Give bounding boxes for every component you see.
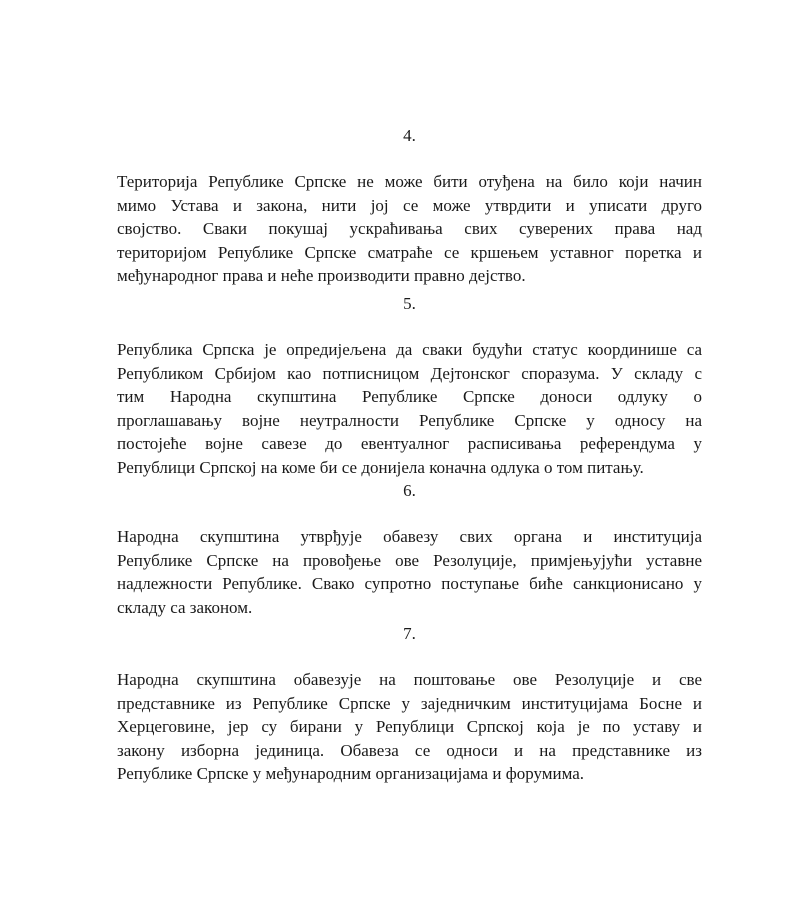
article-number: 5.: [403, 294, 416, 313]
paragraph-line: мимо Устава и закона, нити јој се може утврдити и уписати друго: [117, 195, 702, 215]
article-paragraph: [117, 338, 702, 479]
paragraph-line: складу са законом.: [117, 597, 253, 617]
article-paragraph: [117, 668, 702, 786]
article-paragraph: [117, 170, 702, 288]
article-4: [117, 125, 702, 288]
paragraph-line: Република Српска је опредијељена да сваки будући статус координише са: [117, 340, 702, 359]
paragraph-line: Републике Српске на провођење ове Резолуције, примјењујући уставне: [117, 550, 702, 570]
paragraph-line: Републиком Србијом као потписницом Дејтонског споразума. У складу с: [117, 363, 702, 383]
paragraph-line: Територија Републике Српске не може бити отуђена на било који начин: [117, 172, 702, 191]
paragraph-line: постојеће војне савезе до евентуалног расписивања референдума у: [117, 434, 702, 453]
article-5: [117, 293, 702, 479]
paragraph-line: Херцеговине, јер су бирани у Републици Српској која је по уставу и: [117, 717, 702, 736]
article-number: 6.: [403, 481, 416, 500]
article-6: [117, 480, 702, 619]
article-paragraph: [117, 525, 702, 619]
paragraph-line: проглашавању војне неутралности Републике Српске у односу на: [117, 410, 702, 430]
paragraph-line: својство. Сваки покушај ускраћивања свих суверених права над: [117, 219, 702, 238]
paragraph-line: надлежности Републике. Свако супротно поступање биће санкционисано у: [117, 574, 702, 593]
article-number: 4.: [403, 126, 416, 145]
paragraph-line: међународног права и неће производити правно дејство.: [117, 266, 526, 285]
article-number: 7.: [403, 624, 416, 643]
paragraph-line: закону изборна јединица. Обавеза се односи и на представнике из: [117, 740, 702, 760]
paragraph-line: Народна скупштина обавезује на поштовање ове Резолуције и све: [117, 670, 702, 689]
paragraph-line: Републике Српске у међународним организацијама и форумима.: [117, 764, 585, 783]
paragraph-line: Републици Српској на коме би се донијела коначна одлука о том питању.: [117, 457, 644, 477]
paragraph-line: територијом Републике Српске сматраће се кршењем уставног поретка и: [117, 242, 702, 262]
paragraph-line: представнике из Републике Српске у заједничким институцијама Босне и: [117, 693, 702, 713]
article-7: [117, 623, 702, 786]
paragraph-line: Народна скупштина утврђује обавезу свих органа и институција: [117, 527, 702, 546]
paragraph-line: тим Народна скупштина Републике Српске доноси одлуку о: [117, 387, 702, 406]
